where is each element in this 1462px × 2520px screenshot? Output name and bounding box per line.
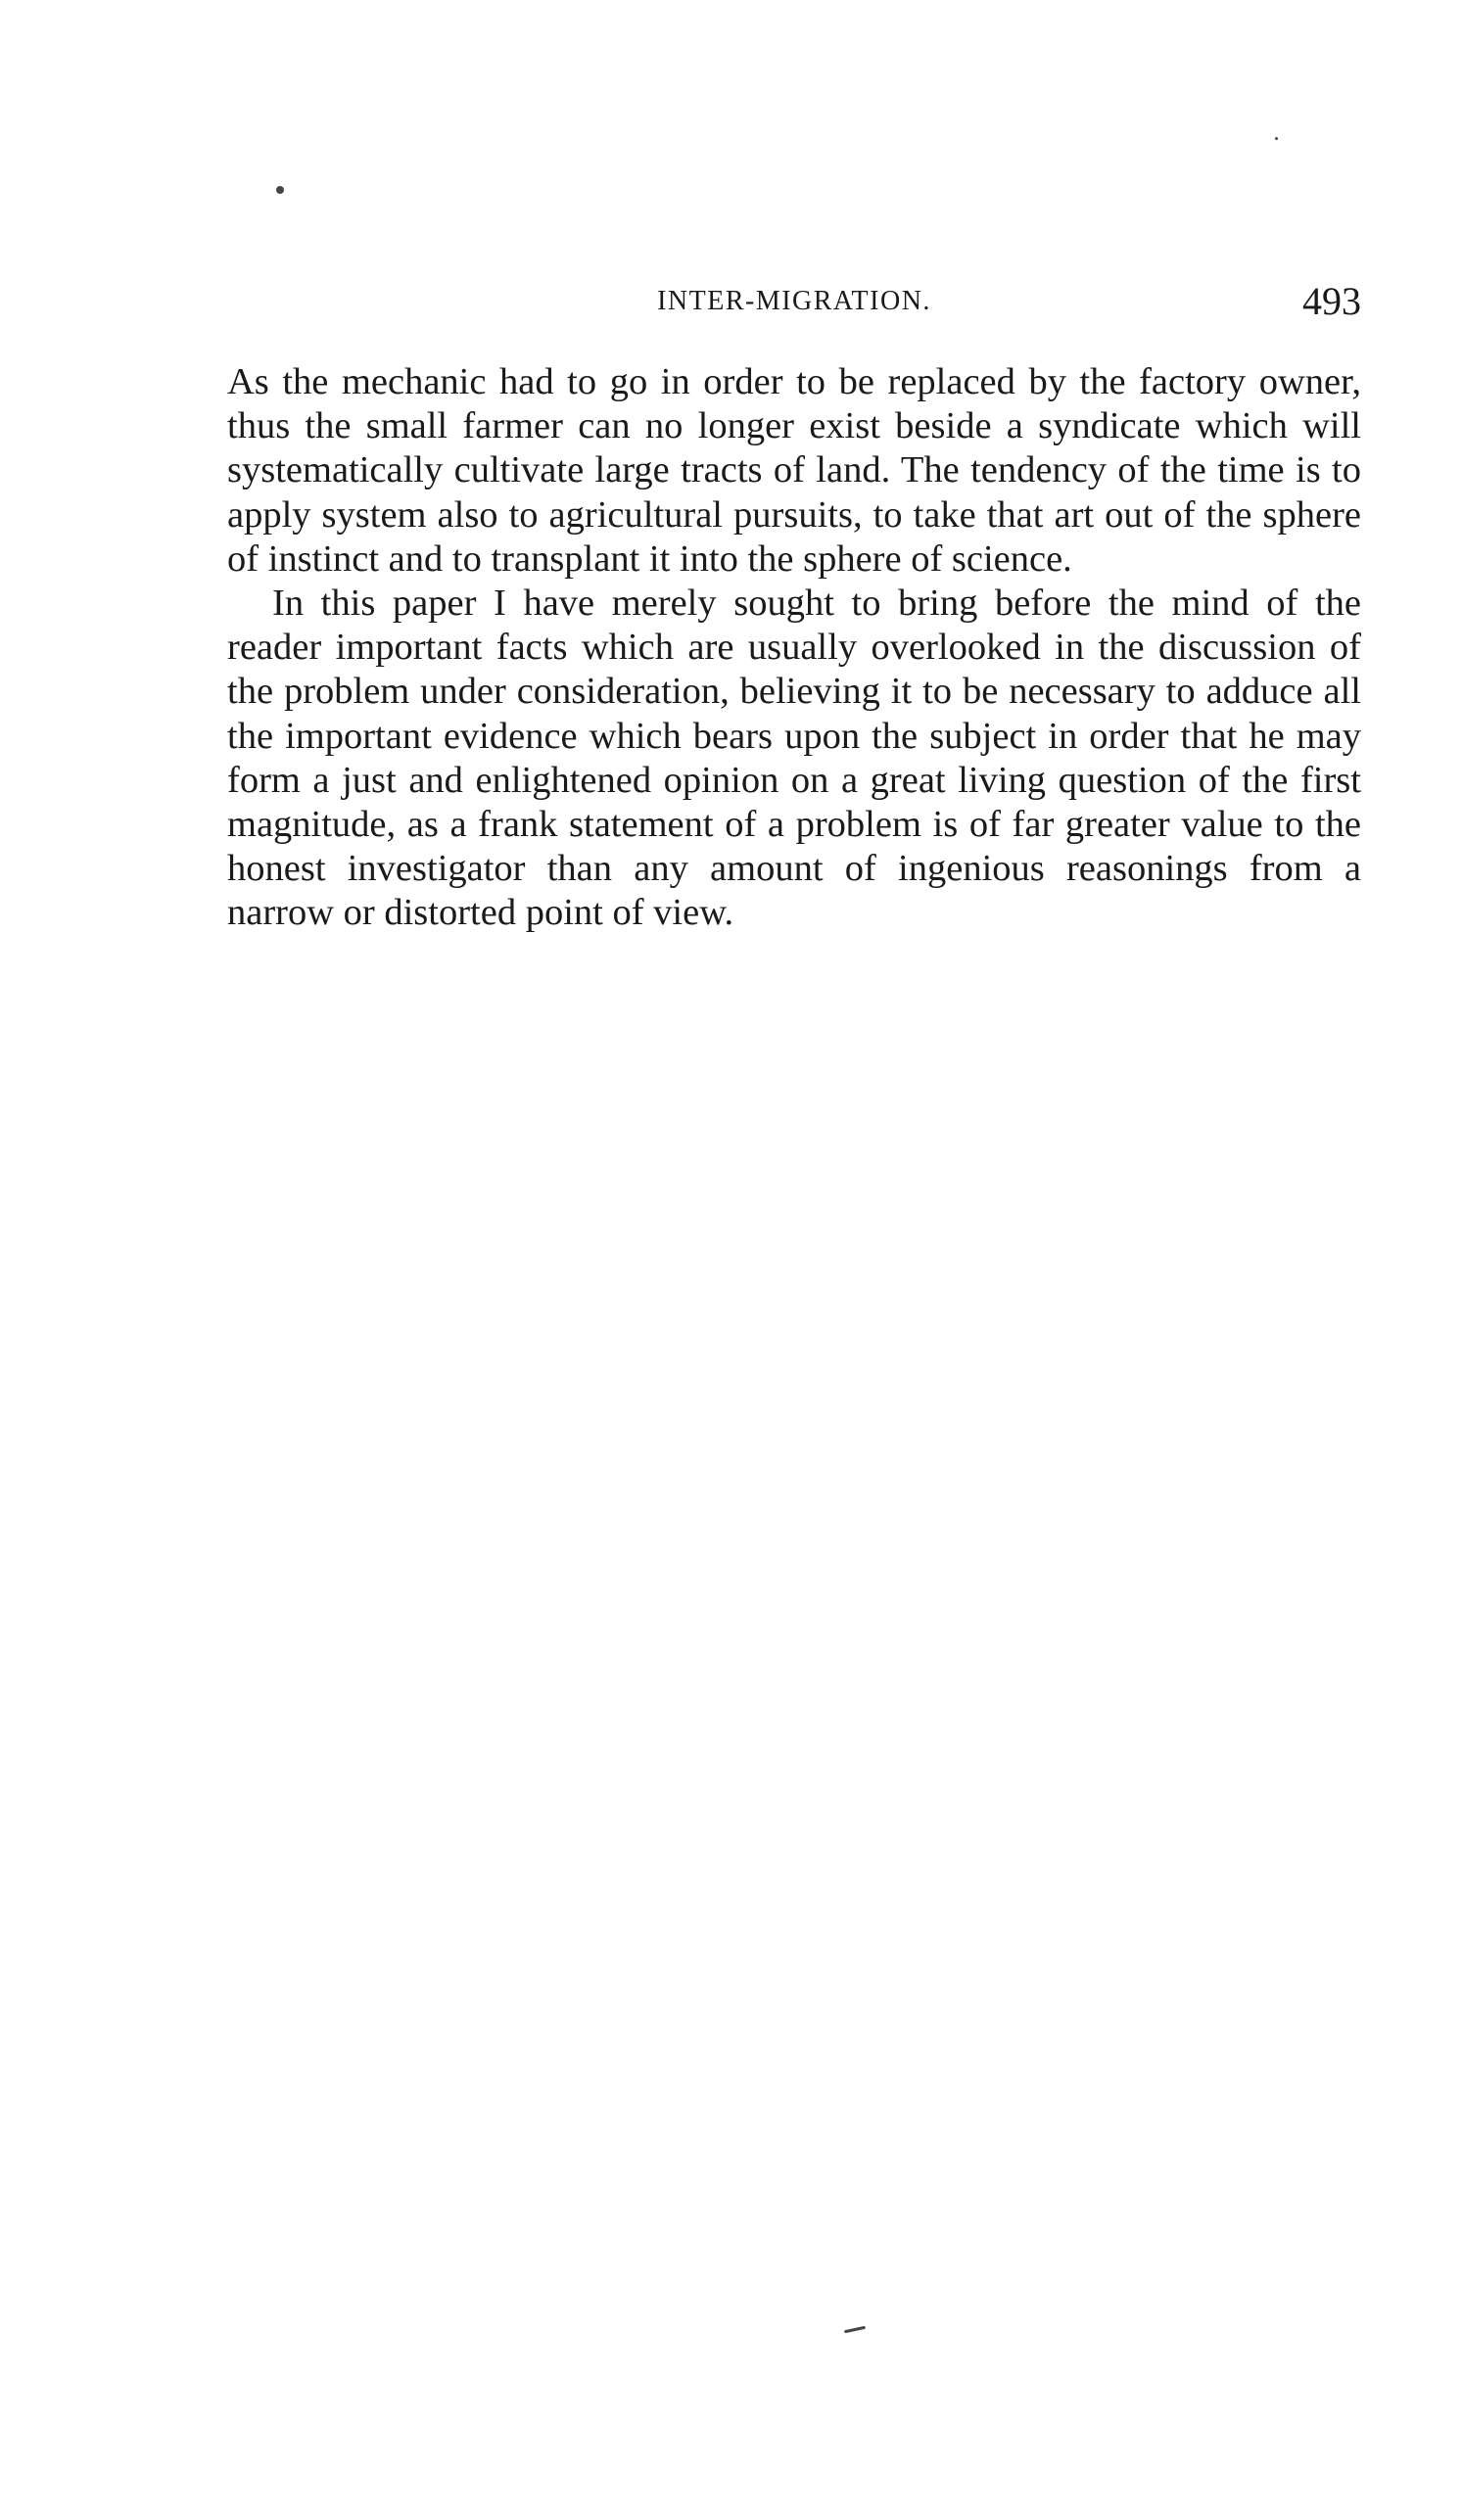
running-title: INTER-MIGRATION. [657, 286, 931, 316]
body-text [227, 360, 1361, 936]
paragraph-1: As the mechanic had to go in order to be replaced by the factory owner, thus the small farmer can no longer exist beside a syndicate which will systematically cultivate large tracts of land. The tendency of the time is to apply system also to agricultural pursuits, to take that art out of the sphere of instinct and to transplant it into the sphere of science. [227, 361, 1361, 580]
page-number: 493 [1302, 279, 1361, 323]
scan-speck [1275, 137, 1278, 140]
scan-mark [844, 2326, 866, 2334]
scan-speck [276, 186, 284, 194]
paragraph-2: In this paper I have merely sought to bring before the mind of the reader important facts which are usually overlooked in the discussion of the problem under consideration, believing it to be necessary to adduce all the important evidence which bears upon the subject in order that he may form a just and enlightened opinion on a great living question of the first magnitude, as a frank statement of a problem is of far greater value to the honest investigator than any amount of ingenious reasonings from a narrow or distorted point of view. [227, 583, 1361, 934]
running-head [227, 279, 1361, 331]
